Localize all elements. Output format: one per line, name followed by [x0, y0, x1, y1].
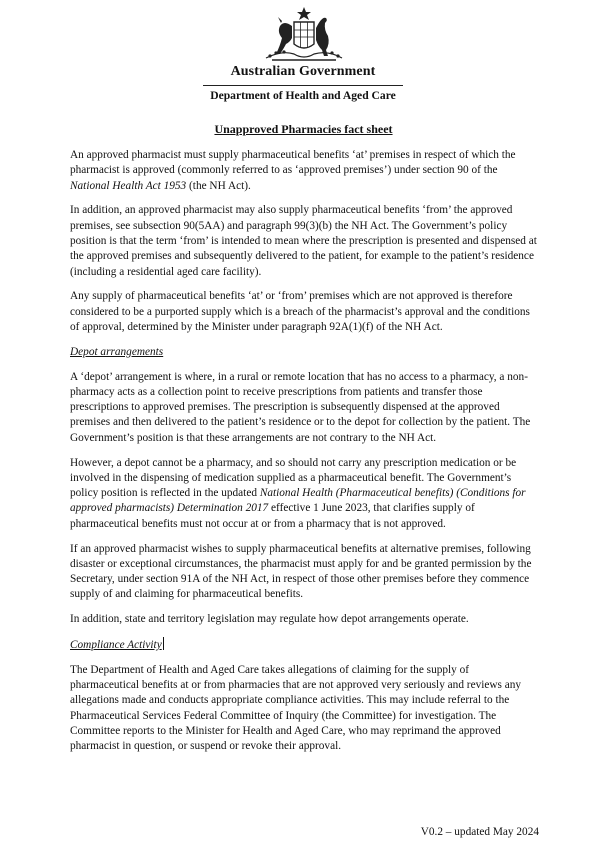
paragraph-5: However, a depot cannot be a pharmacy, and so should not carry any prescription medication or be involved in the dispensing of medication supplied as a pharmaceutical benefit. The Government’s policy position is reflected in the updated National Health (Pharmaceutical benefits) (Conditions for approved pharmacists) Determination 2017 effective 1 June 2023, that clarifies supply of pharmaceutical benefits must not occur at or from a pharmacy that is not approved. [70, 456, 526, 530]
document-body [70, 148, 538, 764]
paragraph-6: If an approved pharmacist wishes to supply pharmaceutical benefits at alternative premises, following disaster or exceptional circumstances, the pharmacist must apply for and be granted permission by the Secretary, under section 91A of the NH Act, in respect of those other premises before they commence supply of and claiming for pharmaceutical benefits. [70, 542, 532, 601]
paragraph-8: The Department of Health and Aged Care takes allegations of claiming for the supply of pharmaceutical benefits at or from pharmacies that are not approved very seriously and reviews any allegations made and conducts appropriate compliance activities. This may include referral to the Pharmaceutical Services Federal Committee of Inquiry (the Committee) for investigation. The Committee reports to the Minister for Health and Aged Care, who may reprimand the approved pharmacist in question, or suspend or revoke their approval. [70, 663, 522, 753]
logo-australian-government: Australian Government [230, 64, 376, 79]
paragraph-4: A ‘depot’ arrangement is where, in a rural or remote location that has no access to a pharmacy, a non-pharmacy acts as a collection point to receive prescriptions from patients and transfer those prescriptions to approved premises. The prescription is subsequently dispensed at the approved premises and then delivered to the patient’s residence or to the depot for collection by the patient. The Government’s position is that these arrangements are not contrary to the NH Act. [70, 370, 531, 444]
heading-compliance-activity[interactable]: Compliance Activity [70, 639, 162, 652]
paragraph-3: Any supply of pharmaceutical benefits ‘at’ or ‘from’ premises which are not approved is therefore considered to be a purported supply which is a breach of the pharmacist’s approval and the conditions of approval, determined by the Minister under paragraph 92A(1)(f) of the NH Act. [70, 290, 530, 333]
logo-divider [203, 85, 403, 86]
text-cursor [163, 637, 164, 650]
heading-depot-arrangements: Depot arrangements [70, 345, 164, 358]
paragraph-7: In addition, state and territory legislation may regulate how depot arrangements operate. [70, 613, 469, 626]
coat-of-arms-icon [262, 6, 346, 64]
logo-department-name: Department of Health and Aged Care [210, 89, 396, 102]
page-title: Unapproved Pharmacies fact sheet [214, 122, 393, 136]
paragraph-2: In addition, an approved pharmacist may also supply pharmaceutical benefits ‘from’ the approved premises, see subsection 90(5AA) and paragraph 99(3)(b) the NH Act. The Government’s policy position is that the term ‘from’ is intended to mean where the prescription is presented and dispensed at the approved premises and subsequently delivered to the patient, for example to the patient’s residence (including a residential aged care facility). [70, 204, 537, 278]
paragraph-1: An approved pharmacist must supply pharmaceutical benefits ‘at’ premises in respect of which the pharmacist is approved (commonly referred to as ‘approved premises’) under section 90 of the National Health Act 1953 (the NH Act). [70, 149, 516, 192]
version-footer: V0.2 – updated May 2024 [420, 826, 539, 838]
